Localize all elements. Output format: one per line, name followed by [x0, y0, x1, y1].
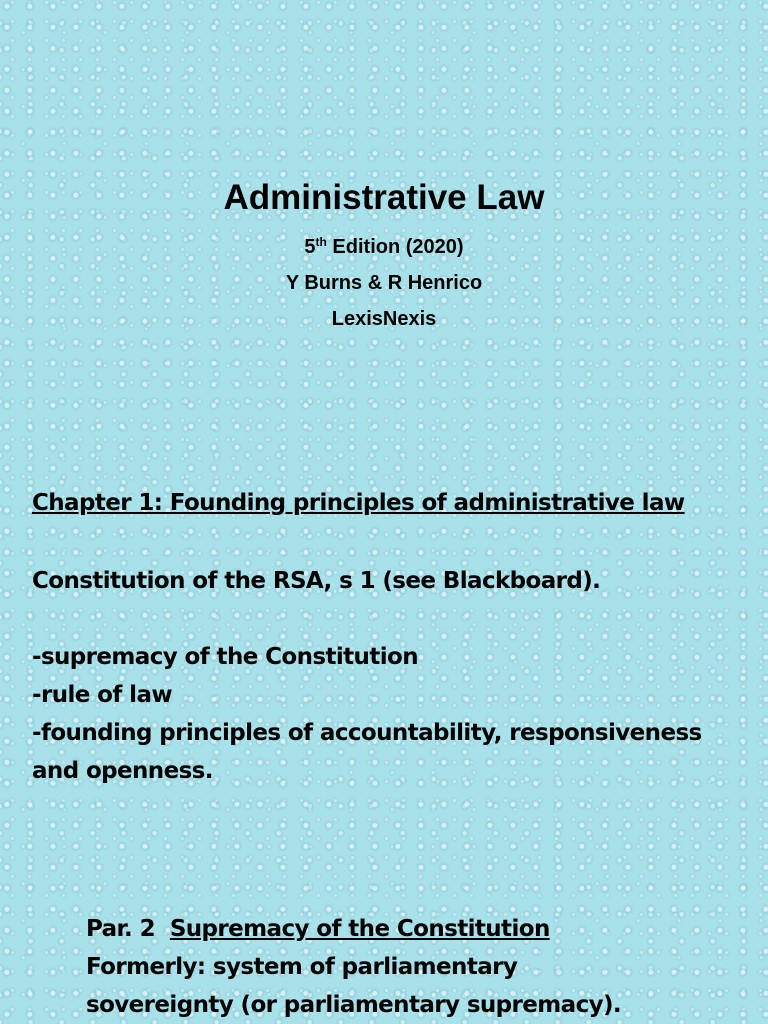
edition-line — [0, 224, 768, 265]
paragraph-label: Par. 2 — [86, 916, 155, 942]
constitution-reference: Constitution of the RSA, s 1 (see Blackboard). — [32, 568, 601, 594]
edition-superscript: th — [315, 235, 327, 249]
principle-item: -supremacy of the Constitution — [32, 644, 418, 670]
paragraph-text-line: Formerly: system of parliamentary — [86, 954, 518, 980]
paragraph-block — [86, 910, 756, 1024]
paragraph-heading: Supremacy of the Constitution — [169, 916, 550, 942]
chapter-heading: Chapter 1: Founding principles of administrative law — [32, 490, 685, 516]
publisher-line: LexisNexis — [331, 308, 437, 330]
edition-text: Edition (2020) — [326, 236, 464, 258]
principles-list — [32, 638, 752, 790]
paragraph-heading-line — [86, 910, 756, 948]
principle-item: -founding principles of accountability, responsiveness and openness. — [32, 720, 702, 784]
principle-item: -rule of law — [32, 682, 173, 708]
title-block — [0, 172, 768, 337]
paragraph-text-line: sovereignty (or parliamentary supremacy). — [86, 992, 622, 1018]
authors-line: Y Burns & R Henrico — [285, 272, 483, 294]
document-title: Administrative Law — [223, 178, 545, 217]
edition-number: 5 — [304, 236, 316, 258]
